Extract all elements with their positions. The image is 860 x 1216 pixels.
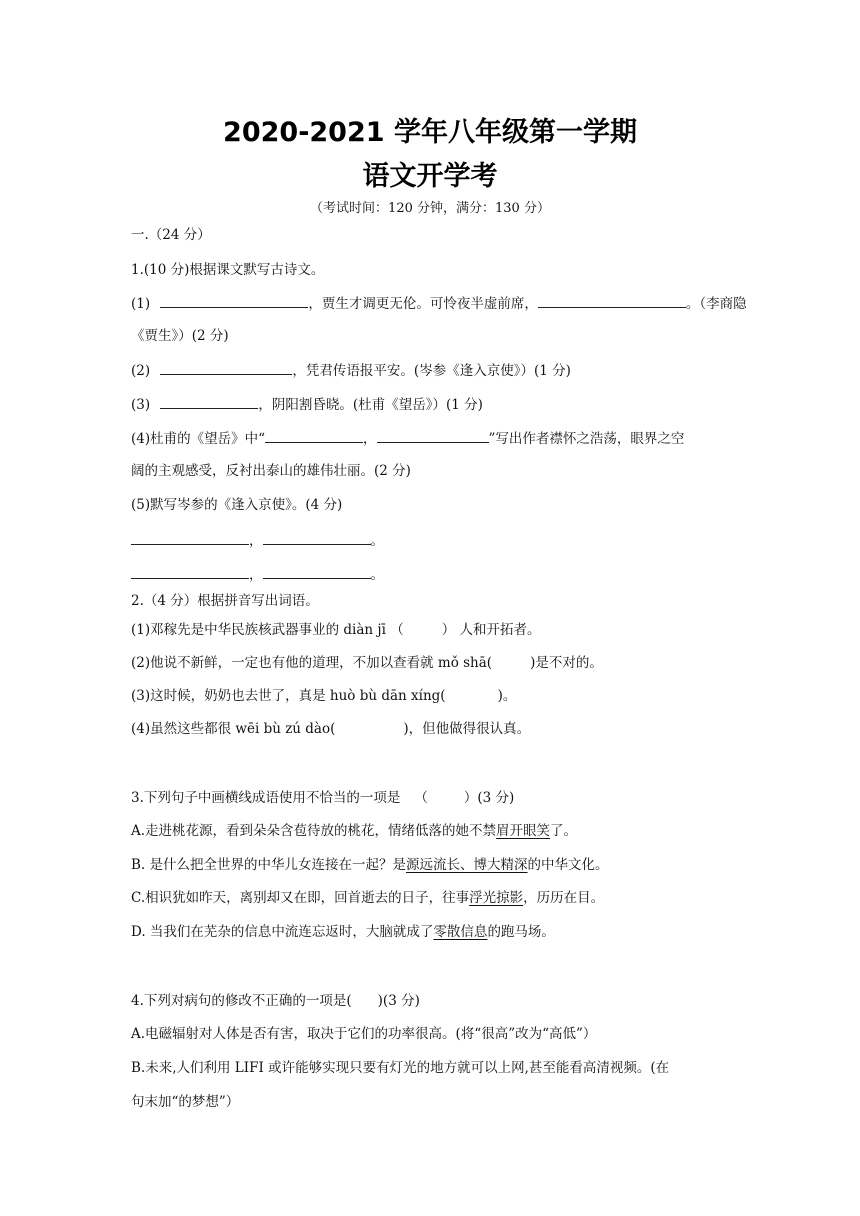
item-text: ，凭君传语报平安。(岑参《逢入京使》）(1 分) [292,363,571,379]
answer-blank[interactable] [160,294,308,308]
question-3-option-c[interactable] [131,889,604,907]
item-text: ，阴阳割昏晓。(杜甫《望岳》）(1 分) [258,397,483,413]
question-4-option-b[interactable]: B.未来,人们利用 LIFI 或许能够实现只要有灯光的地方就可以上网,甚至能看高清视频。(在 [131,1060,670,1076]
underlined-idiom: 零散信息 [433,924,488,940]
exam-title: 2020-2021 学年八年级第一学期 [223,117,637,148]
question-2-item-3 [131,687,516,705]
question-1-item-1-cont: 《贾生》）(2 分) [131,328,229,344]
item-text: 4.下列对病句的修改不正确的一项是( [131,993,352,1009]
question-3-option-a[interactable] [131,822,577,840]
question-1-item-3 [131,395,483,414]
answer-blank[interactable] [131,531,249,545]
answer-blank[interactable] [131,565,249,579]
answer-blank[interactable] [160,361,292,375]
question-4-option-b-cont: 句末加“的梦想”） [131,1094,240,1110]
question-3-option-d[interactable] [131,923,555,941]
answer-blank[interactable] [160,395,258,409]
question-1-item-2 [131,361,571,380]
question-1-item-4-cont: 阔的主观感受，反衬出泰山的雄伟壮丽。(2 分) [131,463,411,479]
poem-line-2 [131,565,384,584]
underlined-idiom: 浮光掠影 [469,890,524,906]
item-number: (1) [131,296,151,312]
underlined-idiom: 眉开眼笑 [496,823,551,839]
question-2-item-2 [131,654,603,672]
answer-blank[interactable] [265,429,363,443]
punct: ， [249,533,263,549]
question-3-option-b[interactable] [131,856,609,874]
question-3-header [131,789,514,807]
question-1-item-1 [131,294,747,313]
item-text: ） 人和开拓者。 [441,622,541,638]
item-text: ”写出作者襟怀之浩荡，眼界之空 [488,431,685,447]
section-heading: 一.（24 分） [131,227,211,243]
punct: 。 [370,567,384,583]
item-text: ）(3 分) [463,790,515,806]
item-text: (4)杜甫的《望岳》中“ [131,431,266,447]
punct: ， [249,567,263,583]
option-text: A.走进桃花源，看到朵朵含苞待放的桃花，情绪低落的她不禁 [131,823,497,839]
item-text: (1)邓稼先是中华民族核武器事业的 diàn jī （ [131,622,404,638]
question-1-item-4 [131,429,684,448]
item-text: (2)他说不新鲜，一定也有他的道理，不加以查看就 mǒ shā( [131,655,493,671]
question-4-option-a[interactable]: A.电磁辐射对人体是否有害，取决于它们的功率很高。(将“很高”改为“高低”） [131,1026,597,1042]
answer-blank[interactable] [377,429,489,443]
item-text: 。（李商隐 [685,296,747,312]
item-text: （ [414,790,428,806]
answer-blank[interactable] [263,565,371,579]
option-text: 了。 [550,823,578,839]
punct: 。 [370,533,384,549]
item-number: (2) [131,363,151,379]
question-1-header: 1.(10 分)根据课文默写古诗文。 [131,262,325,278]
question-4-header [131,992,420,1010]
exam-subject-title: 语文开学考 [362,161,498,192]
underlined-idiom: 源远流长、博大精深 [406,857,528,873]
poem-line-1 [131,531,384,550]
item-text: )是不对的。 [530,655,603,671]
exam-info: （考试时间：120 分钟，满分：130 分） [310,201,550,216]
item-text: )(3 分) [377,993,420,1009]
item-text: ， [363,431,377,447]
option-text: 的中华文化。 [527,857,609,873]
question-2-header: 2.（4 分）根据拼音写出词语。 [131,593,319,609]
option-text: C.相识犹如昨天，离别却又在即，回首逝去的日子，往事 [131,890,470,906]
item-text: (4)虽然这些都很 wēi bù zú dào( [131,721,336,737]
option-text: 的跑马场。 [487,924,555,940]
option-text: ，历历在目。 [523,890,605,906]
question-2-item-4 [131,720,530,738]
item-text: )，但他做得很认真。 [403,721,531,737]
item-text: ，贾生才调更无伦。可怜夜半虚前席， [308,296,538,312]
answer-blank[interactable] [263,531,371,545]
option-text: B. 是什么把全世界的中华儿女连接在一起？是 [131,857,407,873]
item-text: )。 [497,688,517,704]
item-text: 3.下列句子中画横线成语使用不恰当的一项是 [131,790,401,806]
answer-blank[interactable] [538,294,686,308]
option-text: D. 当我们在芜杂的信息中流连忘返时，大脑就成了 [131,924,434,940]
question-1-item-5: (5)默写岑参的《逢入京使》。(4 分) [131,497,343,513]
item-text: (3)这时候，奶奶也去世了，真是 huò bù dān xíng( [131,688,446,704]
item-number: (3) [131,397,151,413]
question-2-item-1 [131,621,541,639]
